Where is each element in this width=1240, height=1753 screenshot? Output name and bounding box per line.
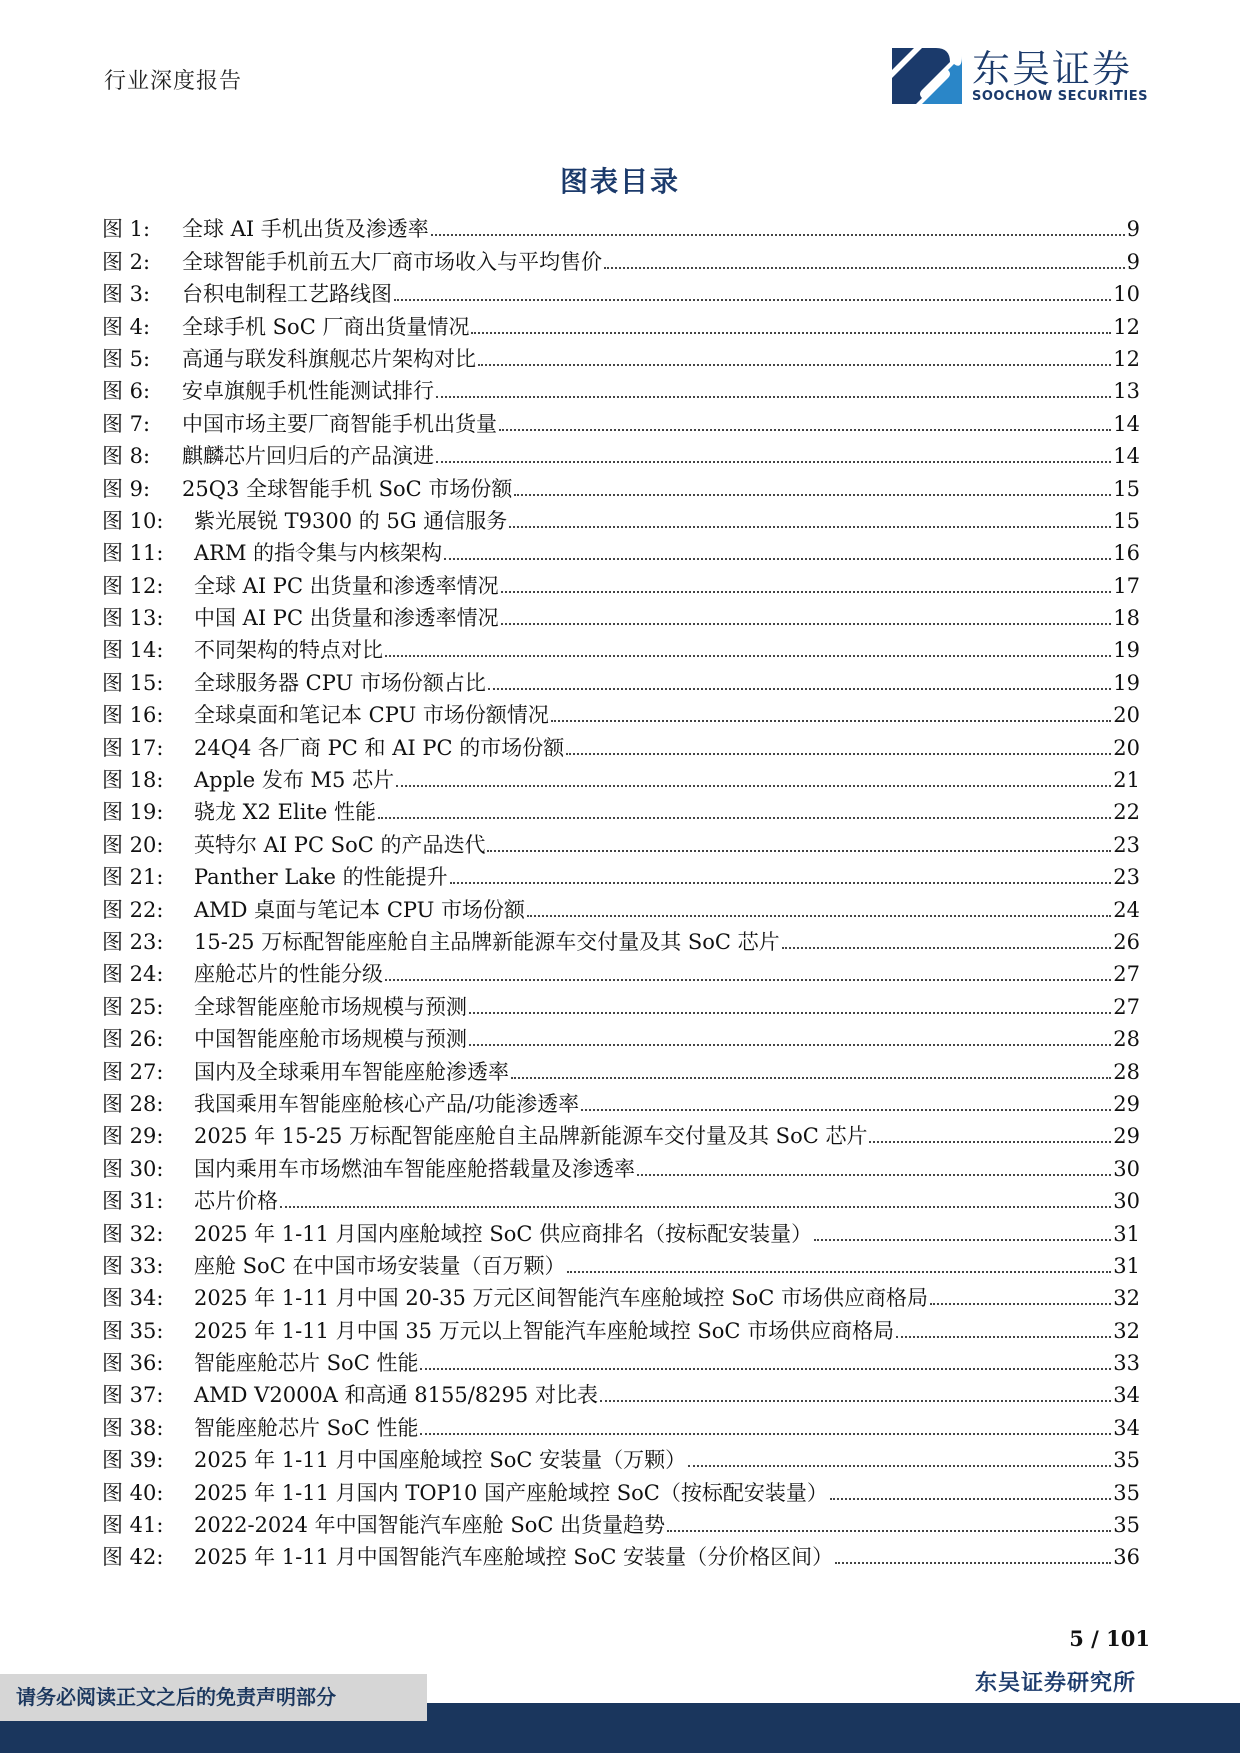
toc-entry-title: 15-25 万标配智能座舱自主品牌新能源车交付量及其 SoC 芯片: [194, 929, 780, 954]
toc-entry-title: 2022-2024 年中国智能汽车座舱 SoC 出货量趋势: [194, 1513, 666, 1538]
toc-dot-leader: [487, 850, 1111, 852]
toc-dot-leader: [471, 332, 1111, 334]
toc-entry-label: 图 4:: [102, 314, 151, 339]
toc-entry-page: 23: [1113, 865, 1140, 890]
company-logo: [892, 48, 1148, 104]
toc-dot-leader: [394, 299, 1111, 301]
toc-entry-title: 麒麟芯片回归后的产品演进: [182, 444, 434, 469]
toc-entry-label: 图 11:: [102, 541, 164, 566]
toc-entry[interactable]: [102, 1217, 1140, 1249]
toc-entry[interactable]: [102, 213, 1140, 245]
toc-entry-label: 图 7:: [102, 411, 151, 436]
toc-entry-page: 34: [1113, 1415, 1140, 1440]
toc-entry[interactable]: [102, 1023, 1140, 1055]
toc-entry-page: 30: [1113, 1189, 1140, 1214]
toc-dot-leader: [514, 494, 1111, 496]
toc-entry-title: 智能座舱芯片 SoC 性能: [194, 1415, 419, 1440]
toc-entry-page: 13: [1113, 379, 1140, 404]
toc-entry[interactable]: [102, 1055, 1140, 1087]
toc-entry[interactable]: [102, 893, 1140, 925]
toc-entry-page: 30: [1113, 1156, 1140, 1181]
toc-entry-label: 图 17:: [102, 735, 164, 760]
toc-entry-label: 图 40:: [102, 1480, 164, 1505]
toc-entry-label: 图 35:: [102, 1318, 164, 1343]
toc-entry-page: 35: [1113, 1480, 1140, 1505]
toc-entry-label: 图 32:: [102, 1221, 164, 1246]
toc-entry[interactable]: [102, 602, 1140, 634]
toc-entry[interactable]: [102, 537, 1140, 569]
toc-entry-title: AMD 桌面与笔记本 CPU 市场份额: [194, 897, 526, 922]
toc-entry[interactable]: [102, 1152, 1140, 1184]
toc-entry[interactable]: [102, 569, 1140, 601]
toc-dot-leader: [688, 1465, 1111, 1467]
toc-entry-title: 2025 年 1-11 月中国智能汽车座舱域控 SoC 安装量（分价格区间）: [194, 1545, 834, 1570]
toc-entry-title: 芯片价格: [194, 1189, 278, 1214]
toc-entry[interactable]: [102, 505, 1140, 537]
toc-entry-label: 图 15:: [102, 670, 164, 695]
toc-entry-label: 图 25:: [102, 994, 164, 1019]
toc-dot-leader: [436, 461, 1111, 463]
toc-entry[interactable]: [102, 245, 1140, 277]
toc-entry-title: 中国 AI PC 出货量和渗透率情况: [194, 606, 499, 631]
toc-entry-page: 34: [1113, 1383, 1140, 1408]
toc-dot-leader: [450, 882, 1112, 884]
toc-entry-label: 图 22:: [102, 897, 164, 922]
logo-chinese-name: 东吴证券: [972, 46, 1133, 91]
toc-entry-title: 高通与联发科旗舰芯片架构对比: [182, 346, 476, 371]
toc-dot-leader: [511, 1077, 1111, 1079]
toc-dot-leader: [896, 1336, 1111, 1338]
toc-entry-title: ARM 的指令集与内核架构: [194, 541, 443, 566]
toc-entry-page: 27: [1113, 994, 1140, 1019]
toc-dot-leader: [566, 753, 1111, 755]
toc-entry-title: 我国乘用车智能座舱核心产品/功能渗透率: [194, 1091, 580, 1116]
toc-entry-page: 10: [1113, 282, 1140, 307]
toc-entry-title: 2025 年 1-11 月中国 35 万元以上智能汽车座舱域控 SoC 市场供应商格局: [194, 1318, 895, 1343]
institute-name: 东吴证券研究所: [974, 1670, 1136, 1696]
toc-entry-label: 图 9:: [102, 476, 151, 501]
toc-entry-title: Panther Lake 的性能提升: [194, 865, 448, 890]
toc-entry[interactable]: [102, 764, 1140, 796]
toc-dot-leader: [600, 1400, 1111, 1402]
page-indicator: 5 / 101: [1069, 1626, 1150, 1651]
toc-entry-page: 15: [1113, 508, 1140, 533]
toc-entry-title: 国内及全球乘用车智能座舱渗透率: [194, 1059, 509, 1084]
toc-entry[interactable]: [102, 1250, 1140, 1282]
toc-entry-label: 图 18:: [102, 768, 164, 793]
toc-entry[interactable]: [102, 796, 1140, 828]
toc-entry-page: 12: [1113, 346, 1140, 371]
toc-entry-page: 18: [1113, 606, 1140, 631]
toc-entry[interactable]: [102, 472, 1140, 504]
toc-entry-title: 2025 年 1-11 月国内座舱域控 SoC 供应商排名（按标配安装量）: [194, 1221, 813, 1246]
toc-entry-title: 2025 年 1-11 月国内 TOP10 国产座舱域控 SoC（按标配安装量）: [194, 1480, 828, 1505]
toc-entry-page: 16: [1113, 541, 1140, 566]
toc-dot-leader: [436, 396, 1111, 398]
toc-entry[interactable]: [102, 634, 1140, 666]
toc-entry[interactable]: [102, 310, 1140, 342]
toc-dot-leader: [667, 1530, 1111, 1532]
toc-entry[interactable]: [102, 1411, 1140, 1443]
toc-entry-title: 中国智能座舱市场规模与预测: [194, 1027, 467, 1052]
toc-dot-leader: [280, 1206, 1111, 1208]
toc-dot-leader: [420, 1368, 1111, 1370]
toc-entry-label: 图 8:: [102, 444, 151, 469]
logo-english-name: SOOCHOW SECURITIES: [972, 88, 1148, 104]
toc-entry-label: 图 38:: [102, 1415, 164, 1440]
toc-entry-title: 24Q4 各厂商 PC 和 AI PC 的市场份额: [194, 735, 565, 760]
toc-dot-leader: [814, 1239, 1111, 1241]
toc-entry-page: 20: [1113, 735, 1140, 760]
toc-dot-leader: [551, 720, 1111, 722]
toc-dot-leader: [581, 1109, 1111, 1111]
toc-dot-leader: [420, 1433, 1111, 1435]
toc-entry[interactable]: [102, 440, 1140, 472]
toc-dot-leader: [469, 1012, 1111, 1014]
toc-entry-label: 图 13:: [102, 606, 164, 631]
toc-entry-page: 19: [1113, 638, 1140, 663]
toc-dot-leader: [527, 915, 1111, 917]
disclaimer-notice: 请务必阅读正文之后的免责声明部分: [0, 1674, 427, 1721]
toc-entry-label: 图 30:: [102, 1156, 164, 1181]
toc-entry-title: 25Q3 全球智能手机 SoC 市场份额: [182, 476, 513, 501]
toc-dot-leader: [431, 234, 1125, 236]
figure-table-of-contents: [102, 213, 1140, 1573]
toc-entry-label: 图 21:: [102, 865, 164, 890]
toc-dot-leader: [637, 1174, 1111, 1176]
toc-entry-page: 36: [1113, 1545, 1140, 1570]
toc-entry-title: 台积电制程工艺路线图: [182, 282, 392, 307]
toc-entry-title: 安卓旗舰手机性能测试排行: [182, 379, 434, 404]
toc-entry-title: 全球服务器 CPU 市场份额占比: [194, 670, 486, 695]
toc-entry[interactable]: [102, 1314, 1140, 1346]
toc-entry[interactable]: [102, 1088, 1140, 1120]
toc-entry-label: 图 5:: [102, 346, 151, 371]
toc-entry-page: 9: [1126, 217, 1140, 242]
toc-entry-page: 31: [1113, 1221, 1140, 1246]
toc-entry-title: 骁龙 X2 Elite 性能: [194, 800, 376, 825]
toc-dot-leader: [501, 591, 1112, 593]
toc-entry[interactable]: [102, 1120, 1140, 1152]
toc-entry-label: 图 16:: [102, 703, 164, 728]
toc-entry-label: 图 27:: [102, 1059, 164, 1084]
toc-entry[interactable]: [102, 1282, 1140, 1314]
toc-entry-label: 图 2:: [102, 249, 151, 274]
toc-entry-page: 14: [1113, 411, 1140, 436]
toc-entry-title: 2025 年 15-25 万标配智能座舱自主品牌新能源车交付量及其 SoC 芯片: [194, 1124, 868, 1149]
toc-entry-label: 图 33:: [102, 1253, 164, 1278]
toc-entry-page: 35: [1113, 1513, 1140, 1538]
toc-entry-page: 21: [1113, 768, 1140, 793]
toc-dot-leader: [604, 267, 1125, 269]
toc-dot-leader: [469, 1044, 1111, 1046]
toc-entry-title: Apple 发布 M5 芯片: [194, 768, 395, 793]
toc-entry-page: 9: [1126, 249, 1140, 274]
toc-entry-title: 全球智能手机前五大厂商市场收入与平均售价: [182, 249, 602, 274]
toc-entry[interactable]: [102, 958, 1140, 990]
toc-entry-title: 中国市场主要厂商智能手机出货量: [182, 411, 497, 436]
toc-dot-leader: [378, 817, 1111, 819]
toc-entry[interactable]: [102, 861, 1140, 893]
toc-entry-page: 15: [1113, 476, 1140, 501]
toc-entry-page: 12: [1113, 314, 1140, 339]
toc-dot-leader: [444, 558, 1111, 560]
toc-entry[interactable]: [102, 1444, 1140, 1476]
toc-entry[interactable]: [102, 926, 1140, 958]
toc-dot-leader: [782, 947, 1112, 949]
toc-entry[interactable]: [102, 990, 1140, 1022]
toc-entry[interactable]: [102, 828, 1140, 860]
toc-entry-page: 32: [1113, 1286, 1140, 1311]
toc-entry-page: 31: [1113, 1253, 1140, 1278]
toc-entry[interactable]: [102, 343, 1140, 375]
toc-entry-page: 14: [1113, 444, 1140, 469]
toc-entry[interactable]: [102, 699, 1140, 731]
toc-entry-label: 图 20:: [102, 832, 164, 857]
toc-entry-page: 26: [1113, 929, 1140, 954]
toc-entry-title: 座舱 SoC 在中国市场安装量（百万颗）: [194, 1253, 566, 1278]
toc-dot-leader: [499, 429, 1111, 431]
toc-entry-title: 全球 AI PC 出货量和渗透率情况: [194, 573, 499, 598]
toc-dot-leader: [567, 1271, 1111, 1273]
toc-entry-label: 图 29:: [102, 1124, 164, 1149]
toc-dot-leader: [930, 1303, 1111, 1305]
toc-entry-label: 图 26:: [102, 1027, 164, 1052]
soochow-logo-icon: [892, 48, 962, 104]
toc-entry-label: 图 42:: [102, 1545, 164, 1570]
toc-entry-page: 28: [1113, 1027, 1140, 1052]
toc-entry-label: 图 37:: [102, 1383, 164, 1408]
toc-entry-title: 全球桌面和笔记本 CPU 市场份额情况: [194, 703, 549, 728]
toc-entry[interactable]: [102, 1379, 1140, 1411]
toc-entry-label: 图 6:: [102, 379, 151, 404]
toc-entry-label: 图 1:: [102, 217, 151, 242]
toc-entry-page: 29: [1113, 1091, 1140, 1116]
toc-entry-page: 32: [1113, 1318, 1140, 1343]
toc-entry-page: 22: [1113, 800, 1140, 825]
toc-entry-page: 19: [1113, 670, 1140, 695]
toc-entry-label: 图 36:: [102, 1351, 164, 1376]
toc-dot-leader: [385, 979, 1111, 981]
toc-entry-page: 29: [1113, 1124, 1140, 1149]
toc-dot-leader: [509, 526, 1111, 528]
toc-entry[interactable]: [102, 1476, 1140, 1508]
toc-entry-title: 智能座舱芯片 SoC 性能: [194, 1351, 419, 1376]
toc-entry[interactable]: [102, 407, 1140, 439]
toc-entry[interactable]: [102, 666, 1140, 698]
toc-entry[interactable]: [102, 375, 1140, 407]
toc-entry-label: 图 23:: [102, 929, 164, 954]
toc-entry-label: 图 28:: [102, 1091, 164, 1116]
toc-entry-title: 全球智能座舱市场规模与预测: [194, 994, 467, 1019]
toc-dot-leader: [869, 1141, 1111, 1143]
toc-entry-page: 23: [1113, 832, 1140, 857]
toc-entry-title: 不同架构的特点对比: [194, 638, 383, 663]
toc-entry-title: 英特尔 AI PC SoC 的产品迭代: [194, 832, 486, 857]
toc-dot-leader: [478, 364, 1111, 366]
toc-entry-label: 图 39:: [102, 1448, 164, 1473]
toc-dot-leader: [830, 1498, 1111, 1500]
toc-entry[interactable]: [102, 1347, 1140, 1379]
toc-entry-title: 国内乘用车市场燃油车智能座舱搭载量及渗透率: [194, 1156, 635, 1181]
toc-entry-title: 2025 年 1-11 月中国座舱域控 SoC 安装量（万颗）: [194, 1448, 687, 1473]
toc-entry-label: 图 10:: [102, 508, 164, 533]
toc-entry-page: 35: [1113, 1448, 1140, 1473]
toc-entry[interactable]: [102, 1541, 1140, 1573]
toc-entry-title: 紫光展锐 T9300 的 5G 通信服务: [194, 508, 508, 533]
toc-dot-leader: [835, 1562, 1111, 1564]
toc-entry[interactable]: [102, 1509, 1140, 1541]
toc-entry-title: 全球 AI 手机出货及渗透率: [182, 217, 429, 242]
toc-entry-title: 全球手机 SoC 厂商出货量情况: [182, 314, 470, 339]
toc-title: 图表目录: [559, 165, 680, 198]
toc-entry-label: 图 19:: [102, 800, 164, 825]
toc-entry-page: 33: [1113, 1351, 1140, 1376]
toc-entry-title: AMD V2000A 和高通 8155/8295 对比表: [194, 1383, 598, 1408]
toc-entry-label: 图 3:: [102, 282, 151, 307]
toc-entry-label: 图 24:: [102, 962, 164, 987]
toc-entry-page: 27: [1113, 962, 1140, 987]
toc-dot-leader: [501, 623, 1112, 625]
toc-entry-label: 图 14:: [102, 638, 164, 663]
toc-entry-title: 座舱芯片的性能分级: [194, 962, 383, 987]
toc-entry-title: 2025 年 1-11 月中国 20-35 万元区间智能汽车座舱域控 SoC 市场供应商格局: [194, 1286, 928, 1311]
toc-entry-page: 20: [1113, 703, 1140, 728]
toc-entry-label: 图 34:: [102, 1286, 164, 1311]
toc-entry-page: 28: [1113, 1059, 1140, 1084]
toc-entry[interactable]: [102, 731, 1140, 763]
toc-entry-page: 17: [1113, 573, 1140, 598]
report-type-label: 行业深度报告: [104, 69, 243, 94]
toc-entry-page: 24: [1113, 897, 1140, 922]
toc-dot-leader: [488, 688, 1111, 690]
toc-dot-leader: [385, 655, 1111, 657]
toc-entry[interactable]: [102, 1185, 1140, 1217]
toc-entry[interactable]: [102, 278, 1140, 310]
toc-entry-label: 图 31:: [102, 1189, 164, 1214]
toc-dot-leader: [396, 785, 1111, 787]
toc-entry-label: 图 12:: [102, 573, 164, 598]
toc-entry-label: 图 41:: [102, 1513, 164, 1538]
